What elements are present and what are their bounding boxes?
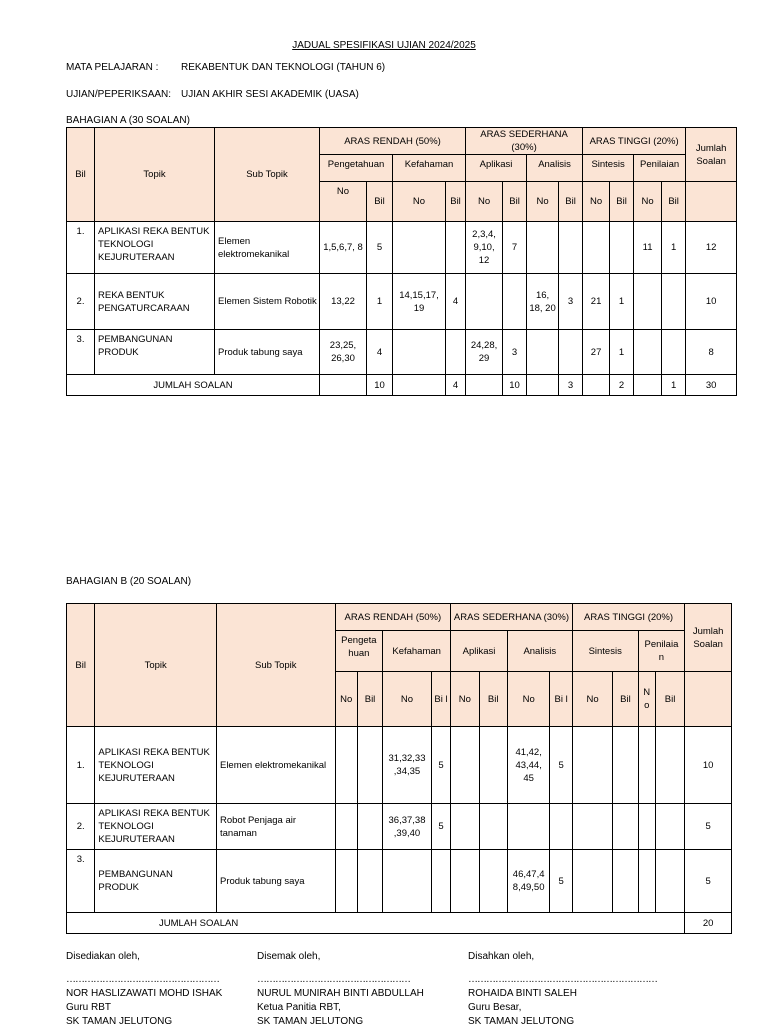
cell-empty bbox=[572, 727, 613, 804]
cell-sintesis-no bbox=[583, 222, 610, 274]
header-no: No bbox=[634, 182, 662, 222]
cell-aplikasi-bil: 3 bbox=[503, 330, 527, 375]
total-aplikasi: 10 bbox=[503, 375, 527, 396]
cell-analisis-bil: 3 bbox=[559, 274, 583, 330]
cell-empty bbox=[613, 727, 638, 804]
header-no: No bbox=[507, 672, 550, 727]
signature-name: ROHAIDA BINTI SALEH bbox=[468, 988, 577, 999]
cell-empty bbox=[655, 804, 684, 850]
row-topik: PEMBANGUNAN PRODUK bbox=[95, 330, 215, 375]
header-no: No bbox=[466, 182, 503, 222]
header-aras-rendah: ARAS RENDAH (50%) bbox=[320, 128, 466, 155]
row-topik: APLIKASI REKA BENTUK TEKNOLOGI KEJURUTERAAN bbox=[95, 804, 217, 850]
total-analisis: 3 bbox=[559, 375, 583, 396]
cell-jumlah: 10 bbox=[685, 727, 732, 804]
table-row bbox=[67, 330, 737, 375]
section-a-table bbox=[66, 127, 737, 396]
subject-value: REKABENTUK DAN TEKNOLOGI (TAHUN 6) bbox=[181, 62, 386, 73]
row-bil: 1. bbox=[67, 727, 95, 804]
row-sub-topik: Elemen elektromekanikal bbox=[215, 222, 320, 274]
header-bil-col: Bil bbox=[503, 182, 527, 222]
header-no: No bbox=[527, 182, 559, 222]
signature-role: Ketua Panitia RBT, bbox=[257, 1002, 341, 1013]
exam-label: UJIAN/PEPERIKSAAN: bbox=[66, 89, 172, 100]
header-kefahaman: Kefahaman bbox=[393, 155, 466, 182]
header-aplikasi: Aplikasi bbox=[466, 155, 527, 182]
cell-jumlah: 5 bbox=[685, 804, 732, 850]
header-no: No bbox=[320, 182, 367, 222]
signature-school: SK TAMAN JELUTONG bbox=[257, 1016, 364, 1027]
signature-caption: Disediakan oleh, bbox=[66, 951, 140, 962]
header-analisis: Analisis bbox=[507, 631, 572, 672]
total-jumlah: 20 bbox=[685, 913, 732, 934]
row-bil: 3. bbox=[67, 330, 95, 375]
header-bil-col: Bil bbox=[479, 672, 507, 727]
signature-line: …………………………………………… bbox=[257, 974, 410, 985]
header-blank bbox=[685, 672, 732, 727]
signature-prepared bbox=[66, 950, 222, 1029]
cell-analisis-bil bbox=[550, 804, 572, 850]
row-bil: 3. bbox=[67, 850, 95, 913]
cell-empty bbox=[335, 804, 357, 850]
header-jumlah: Jumlah Soalan bbox=[686, 128, 737, 182]
header-aplikasi: Aplikasi bbox=[451, 631, 508, 672]
header-penilaian: Penilaian bbox=[634, 155, 686, 182]
header-topik: Topik bbox=[95, 128, 215, 222]
row-topik: PEMBANGUNAN PRODUK bbox=[95, 850, 217, 913]
header-jumlah: Jumlah Soalan bbox=[685, 604, 732, 672]
section-b-table bbox=[66, 603, 732, 934]
cell-empty bbox=[335, 727, 357, 804]
signature-caption: Disemak oleh, bbox=[257, 951, 321, 962]
cell-sintesis-bil bbox=[610, 222, 634, 274]
cell-pengetahuan-no: 23,25, 26,30 bbox=[320, 330, 367, 375]
cell-empty bbox=[357, 727, 382, 804]
cell-aplikasi-no: 2,3,4, 9,10, 12 bbox=[466, 222, 503, 274]
cell-empty bbox=[451, 804, 479, 850]
total-kefahaman: 4 bbox=[446, 375, 466, 396]
header-sub-topik: Sub Topik bbox=[216, 604, 335, 727]
header-aras-tinggi: ARAS TINGGI (20%) bbox=[572, 604, 685, 631]
total-blank bbox=[466, 375, 503, 396]
total-blank bbox=[634, 375, 662, 396]
signature-reviewed bbox=[257, 950, 424, 1029]
cell-kefahaman-bil: 5 bbox=[431, 727, 450, 804]
header-bil: Bil bbox=[67, 604, 95, 727]
table-row bbox=[67, 274, 737, 330]
cell-penilaian-bil bbox=[662, 330, 686, 375]
header-aras-sederhana: ARAS SEDERHANA (30%) bbox=[451, 604, 573, 631]
row-sub-topik: Elemen Sistem Robotik bbox=[215, 274, 320, 330]
cell-kefahaman-bil: 4 bbox=[446, 274, 466, 330]
row-bil: 2. bbox=[67, 804, 95, 850]
header-bil-col: Bil bbox=[610, 182, 634, 222]
header-sintesis: Sintesis bbox=[572, 631, 638, 672]
signature-name: NOR HASLIZAWATI MOHD ISHAK bbox=[66, 988, 223, 999]
signature-school: SK TAMAN JELUTONG bbox=[66, 1016, 173, 1027]
cell-kefahaman-bil bbox=[446, 330, 466, 375]
total-blank bbox=[583, 375, 610, 396]
signature-school: SK TAMAN JELUTONG bbox=[468, 1016, 575, 1027]
header-bil-col: Bil bbox=[367, 182, 393, 222]
cell-aplikasi-bil: 7 bbox=[503, 222, 527, 274]
cell-kefahaman-no: 31,32,33 ,34,35 bbox=[383, 727, 432, 804]
signature-role: Guru Besar, bbox=[468, 1002, 522, 1013]
cell-empty bbox=[638, 727, 655, 804]
row-topik: APLIKASI REKA BENTUK TEKNOLOGI KEJURUTERAAN bbox=[95, 727, 217, 804]
cell-kefahaman-bil: 5 bbox=[431, 804, 450, 850]
cell-empty bbox=[335, 850, 357, 913]
cell-empty bbox=[572, 804, 613, 850]
cell-analisis-no: 41,42, 43,44, 45 bbox=[507, 727, 550, 804]
cell-empty bbox=[451, 727, 479, 804]
table-row bbox=[67, 804, 732, 850]
total-penilaian: 1 bbox=[662, 375, 686, 396]
exam-value: UJIAN AKHIR SESI AKADEMIK (UASA) bbox=[181, 89, 359, 100]
header-sintesis: Sintesis bbox=[583, 155, 634, 182]
table-row bbox=[67, 727, 732, 804]
header-pengetahuan: Pengetahuan bbox=[320, 155, 393, 182]
cell-penilaian-no bbox=[634, 274, 662, 330]
cell-analisis-no: 46,47,4 8,49,50 bbox=[507, 850, 550, 913]
cell-empty bbox=[613, 804, 638, 850]
cell-aplikasi-no: 24,28, 29 bbox=[466, 330, 503, 375]
total-blank bbox=[393, 375, 446, 396]
cell-empty bbox=[572, 850, 613, 913]
header-bil-col: Bil bbox=[662, 182, 686, 222]
signature-name: NURUL MUNIRAH BINTI ABDULLAH bbox=[257, 988, 424, 999]
header-no: No bbox=[383, 672, 432, 727]
cell-kefahaman-no: 36,37,38 ,39,40 bbox=[383, 804, 432, 850]
cell-empty bbox=[613, 850, 638, 913]
row-sub-topik: Robot Penjaga air tanaman bbox=[216, 804, 335, 850]
cell-pengetahuan-bil: 5 bbox=[367, 222, 393, 274]
cell-sintesis-no: 21 bbox=[583, 274, 610, 330]
cell-kefahaman-no bbox=[393, 330, 446, 375]
header-no: N o bbox=[638, 672, 655, 727]
cell-aplikasi-bil bbox=[503, 274, 527, 330]
header-analisis: Analisis bbox=[527, 155, 583, 182]
header-blank bbox=[686, 182, 737, 222]
cell-kefahaman-bil bbox=[446, 222, 466, 274]
header-bil-col: Bil bbox=[357, 672, 382, 727]
subject-row bbox=[66, 62, 386, 73]
cell-analisis-bil: 5 bbox=[550, 850, 572, 913]
row-bil: 1. bbox=[67, 222, 95, 274]
cell-empty bbox=[357, 804, 382, 850]
header-no: No bbox=[393, 182, 446, 222]
cell-empty bbox=[655, 727, 684, 804]
row-bil: 2. bbox=[67, 274, 95, 330]
cell-empty bbox=[479, 850, 507, 913]
header-bil-col: Bil bbox=[655, 672, 684, 727]
header-bil-col: Bi l bbox=[431, 672, 450, 727]
cell-empty bbox=[451, 850, 479, 913]
total-row bbox=[67, 375, 737, 396]
cell-aplikasi-no bbox=[466, 274, 503, 330]
header-sub-topik: Sub Topik bbox=[215, 128, 320, 222]
header-no: No bbox=[583, 182, 610, 222]
cell-jumlah: 10 bbox=[686, 274, 737, 330]
total-label: JUMLAH SOALAN bbox=[67, 913, 685, 934]
row-topik: REKA BENTUK PENGATURCARAAN bbox=[95, 274, 215, 330]
cell-empty bbox=[638, 850, 655, 913]
total-row bbox=[67, 913, 732, 934]
total-pengetahuan: 10 bbox=[367, 375, 393, 396]
header-pengetahuan: Pengeta huan bbox=[335, 631, 383, 672]
cell-pengetahuan-bil: 1 bbox=[367, 274, 393, 330]
cell-empty bbox=[655, 850, 684, 913]
cell-pengetahuan-no: 1,5,6,7, 8 bbox=[320, 222, 367, 274]
table-row bbox=[67, 222, 737, 274]
cell-pengetahuan-bil: 4 bbox=[367, 330, 393, 375]
section-a-title: BAHAGIAN A (30 SOALAN) bbox=[66, 115, 190, 126]
total-label: JUMLAH SOALAN bbox=[67, 375, 320, 396]
cell-kefahaman-no: 14,15,17, 19 bbox=[393, 274, 446, 330]
cell-penilaian-bil: 1 bbox=[662, 222, 686, 274]
signature-approved bbox=[468, 950, 657, 1029]
exam-row bbox=[66, 89, 359, 100]
cell-analisis-no: 16, 18, 20 bbox=[527, 274, 559, 330]
cell-jumlah: 5 bbox=[685, 850, 732, 913]
cell-sintesis-bil: 1 bbox=[610, 274, 634, 330]
row-sub-topik: Produk tabung saya bbox=[216, 850, 335, 913]
header-bil-col: Bi l bbox=[550, 672, 572, 727]
header-bil: Bil bbox=[67, 128, 95, 222]
signature-line: ……………………………………………………… bbox=[468, 974, 657, 985]
cell-jumlah: 12 bbox=[686, 222, 737, 274]
cell-empty bbox=[479, 804, 507, 850]
cell-pengetahuan-no: 13,22 bbox=[320, 274, 367, 330]
row-sub-topik: Elemen elektromekanikal bbox=[216, 727, 335, 804]
header-no: No bbox=[451, 672, 479, 727]
cell-analisis-bil bbox=[559, 222, 583, 274]
signature-line: …………………………………………… bbox=[66, 974, 219, 985]
cell-empty bbox=[357, 850, 382, 913]
total-blank bbox=[527, 375, 559, 396]
cell-analisis-no bbox=[527, 222, 559, 274]
cell-kefahaman-bil bbox=[431, 850, 450, 913]
document-title: JADUAL SPESIFIKASI UJIAN 2024/2025 bbox=[292, 40, 476, 51]
signature-role: Guru RBT bbox=[66, 1002, 112, 1013]
cell-kefahaman-no bbox=[393, 222, 446, 274]
header-no: No bbox=[335, 672, 357, 727]
cell-empty bbox=[479, 727, 507, 804]
subject-label: MATA PELAJARAN : bbox=[66, 62, 159, 73]
header-bil-col: Bil bbox=[559, 182, 583, 222]
cell-jumlah: 8 bbox=[686, 330, 737, 375]
cell-analisis-bil: 5 bbox=[550, 727, 572, 804]
cell-sintesis-bil: 1 bbox=[610, 330, 634, 375]
total-jumlah: 30 bbox=[686, 375, 737, 396]
header-kefahaman: Kefahaman bbox=[383, 631, 451, 672]
header-bil-col: Bil bbox=[613, 672, 638, 727]
cell-empty bbox=[638, 804, 655, 850]
cell-penilaian-no bbox=[634, 330, 662, 375]
total-sintesis: 2 bbox=[610, 375, 634, 396]
cell-analisis-bil bbox=[559, 330, 583, 375]
section-b-title: BAHAGIAN B (20 SOALAN) bbox=[66, 576, 192, 587]
row-sub-topik: Produk tabung saya bbox=[215, 330, 320, 375]
cell-sintesis-no: 27 bbox=[583, 330, 610, 375]
total-blank bbox=[320, 375, 367, 396]
cell-penilaian-bil bbox=[662, 274, 686, 330]
table-row bbox=[67, 850, 732, 913]
cell-analisis-no bbox=[507, 804, 550, 850]
header-aras-sederhana: ARAS SEDERHANA (30%) bbox=[466, 128, 583, 155]
cell-kefahaman-no bbox=[383, 850, 432, 913]
row-topik: APLIKASI REKA BENTUK TEKNOLOGI KEJURUTERAAN bbox=[95, 222, 215, 274]
cell-penilaian-no: 11 bbox=[634, 222, 662, 274]
signature-caption: Disahkan oleh, bbox=[468, 951, 535, 962]
cell-analisis-no bbox=[527, 330, 559, 375]
header-aras-tinggi: ARAS TINGGI (20%) bbox=[583, 128, 686, 155]
header-aras-rendah: ARAS RENDAH (50%) bbox=[335, 604, 451, 631]
header-no: No bbox=[572, 672, 613, 727]
header-penilaian: Penilaia n bbox=[638, 631, 685, 672]
header-topik: Topik bbox=[95, 604, 217, 727]
header-bil-col: Bil bbox=[446, 182, 466, 222]
